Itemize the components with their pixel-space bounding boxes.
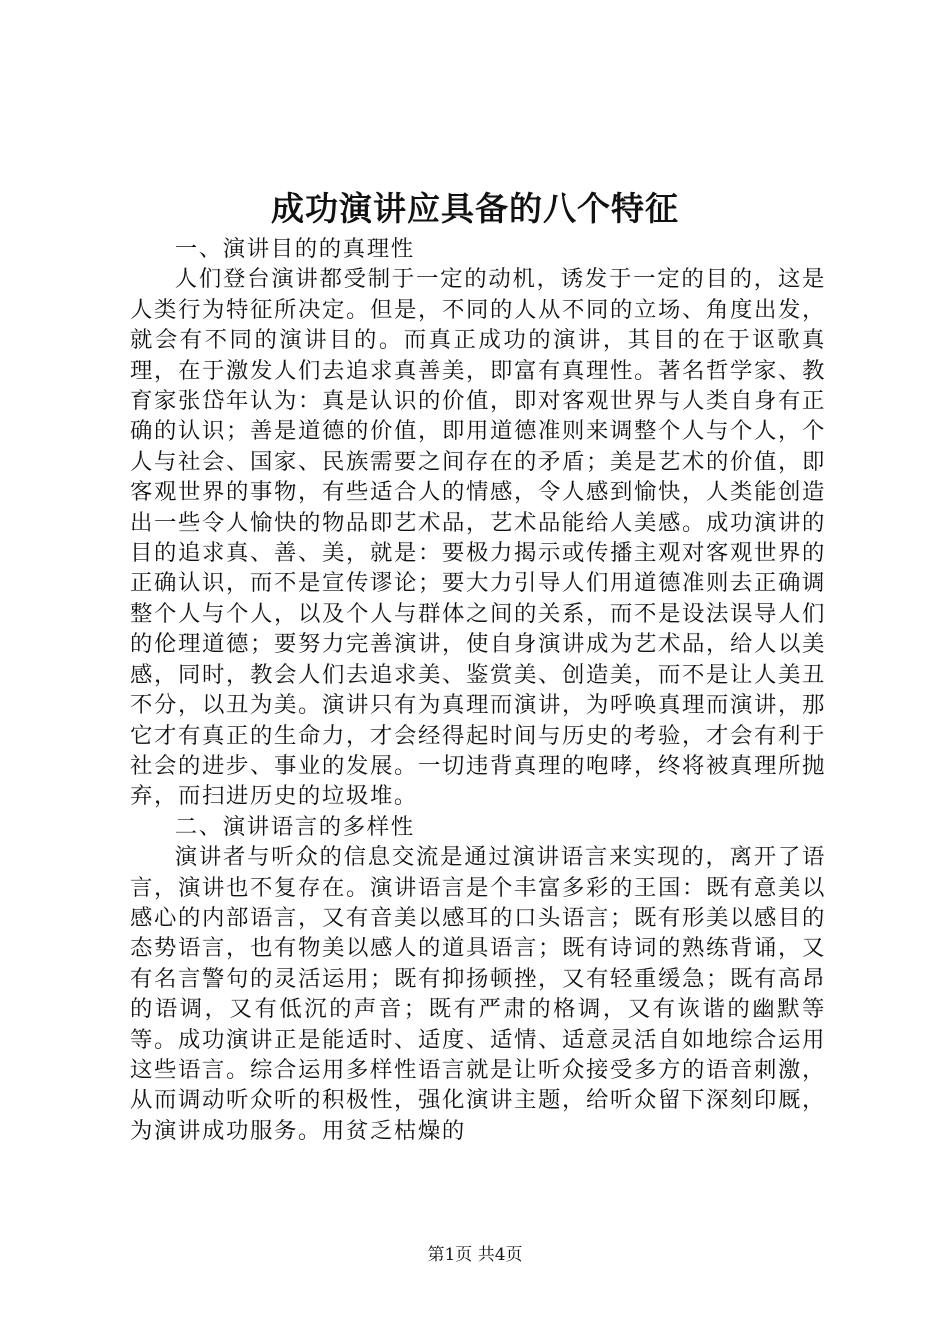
section-paragraph-1: 人们登台演讲都受制于一定的动机，诱发于一定的目的，这是人类行为特征所决定。但是，不同的人从不同的立场、角度出发，就会有不同的演讲目的。而真正成功的演讲，其目的在于讴歌真理，在于激发人们去追求真善美，即富有真理性。著名哲学家、教育家张岱年认为：真是认识的价值，即对客观世界与人类自身有正确的认识；善是道德的价值，即用道德准则来调整个人与个人，个人与社会、国家、民族需要之间存在的矛盾；美是艺术的价值，即客观世界的事物，有些适合人的情感，令人感到愉快，人类能创造出一些令人愉快的物品即艺术品，艺术品能给人美感。成功演讲的目的追求真、善、美，就是：要极力揭示或传播主观对客观世界的正确认识，而不是宣传谬论；要大力引导人们用道德准则去正确调整个人与个人，以及个人与群体之间的关系，而不是设法误导人们的伦理道德；要努力完善演讲，使自身演讲成为艺术品，给人以美感，同时，教会人们去追求美、鉴赏美、创造美，而不是让人美丑不分，以丑为美。演讲只有为真理而演讲，为呼唤真理而演讲，那它才有真正的生命力，才会经得起时间与历史的考验，才会有利于社会的进步、事业的发展。一切违背真理的咆哮，终将被真理所抛弃，而扫进历史的垃圾堆。 (130, 266, 826, 810)
section-heading-1: 一、演讲目的的真理性 (174, 236, 415, 262)
page-footer: 第1页 共4页 (427, 1245, 523, 1265)
document-body (130, 234, 826, 1146)
section-heading-2: 二、演讲语言的多样性 (174, 813, 415, 840)
section-paragraph-2: 演讲者与听众的信息交流是通过演讲语言来实现的，离开了语言，演讲也不复存在。演讲语言是个丰富多彩的王国：既有意美以感心的内部语言，又有音美以感耳的口头语言；既有形美以感目的态势语言，也有物美以感人的道具语言；既有诗词的熟练背诵，又有名言警句的灵活运用；既有抑扬顿挫，又有轻重缓急；既有高昂的语调，又有低沉的声音；既有严肃的格调，又有诙谐的幽默等等。成功演讲正是能适时、适度、适情、适意灵活自如地综合运用这些语言。综合运用多样性语言就是让听众接受多方的语音刺激，从而调动听众听的积极性，强化演讲主题，给听众留下深刻印厩，为演讲成功服务。用贫乏枯燥的 (130, 844, 826, 1144)
document-title: 成功演讲应具备的八个特征 (271, 189, 679, 228)
